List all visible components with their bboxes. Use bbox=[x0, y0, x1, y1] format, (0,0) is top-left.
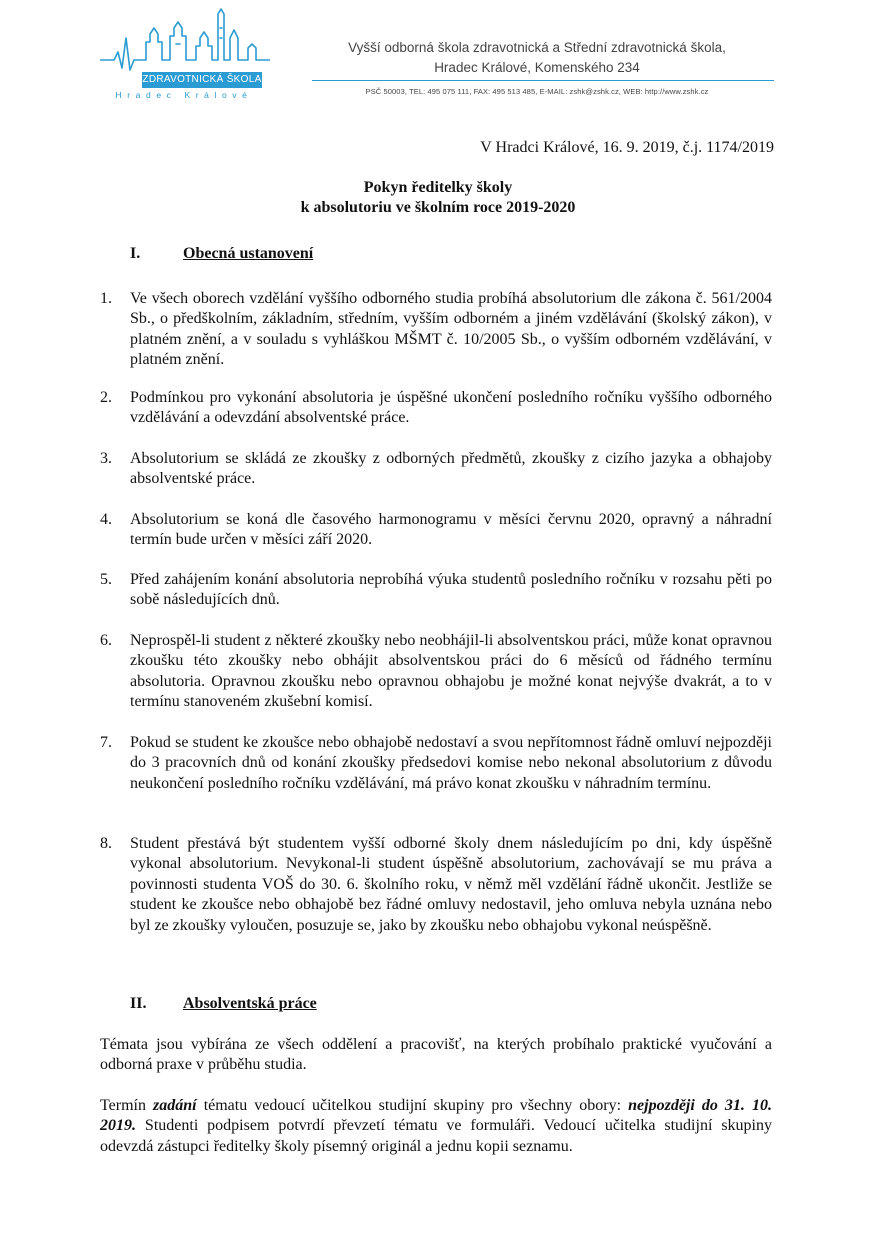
emphasis-assignment: zadání bbox=[153, 1097, 197, 1114]
para-text: Studenti podpisem potvrdí převzetí tématu ve formuláři. Vedoucí učitelka studijní skupiny odevzdá zástupci ředitelky školy písemný originál a jednu kopii seznamu. bbox=[100, 1117, 772, 1155]
section-title: Absolventská práce bbox=[183, 995, 317, 1012]
logo-school-name: ZDRAVOTNICKÁ ŠKOLA bbox=[142, 72, 262, 88]
item-text: Podmínkou pro vykonání absolutoria je úspěšné ukončení posledního ročníku vyššího odborného vzdělávání a odevzdání absolventské práce. bbox=[130, 389, 772, 427]
paragraph-assignment-deadline bbox=[100, 1096, 772, 1157]
item-text: Student přestává být studentem vyšší odborné školy dnem následujícím po dni, kdy úspěšně vykonal absolutorium. Nevykonal-li student úspěšně absolutorium, zachovávají se mu práva a povinnosti studenta VOŠ do 30. 6. školního roku, v němž měl vzdělání řádně ukončit. Jestliže se student ke zkoušce nebo obhajobě bez řádné omluvy nedostavil, jeho omluva nebyla uznána nebo byl ze zkoušky vyloučen, posuzuje se, jako by zkoušku nebo obhajobu vykonal neúspěšně. bbox=[130, 835, 772, 934]
item-number: 5. bbox=[100, 571, 112, 588]
contact-line: PSČ 50003, TEL: 495 075 111, FAX: 495 513 485, E-MAIL: zshk@zshk.cz, WEB: http://www.zshk.cz bbox=[365, 87, 709, 96]
item-text: Neprospěl-li student z některé zkoušky nebo neobhájil-li absolventskou práci, může konat opravnou zkoušku této zkoušky nebo obhájit absolventskou práci do 6 měsíců od řádného termínu absolutoria. Opravnou zkoušku nebo opravnou obhajobu je možné konat nejvýše dvakrát, a to v termínu stanoveném zkušební komisí. bbox=[130, 632, 772, 711]
item-number: 3. bbox=[100, 450, 112, 467]
item-number: 4. bbox=[100, 511, 112, 528]
item-text: Absolutorium se skládá ze zkoušky z odborných předmětů, zkoušky z cizího jazyka a obhajoby absolventské práce. bbox=[130, 450, 772, 488]
item-text: Absolutorium se koná dle časového harmonogramu v měsíci červnu 2020, opravný a náhradní termín bude určen v měsíci září 2020. bbox=[130, 511, 772, 549]
emphasis-deadline: nejpozději do 31. 10. 2019. bbox=[100, 1097, 772, 1135]
school-name-line1: Vyšší odborná škola zdravotnická a Střední zdravotnická škola, bbox=[348, 40, 726, 55]
school-logo bbox=[100, 8, 270, 100]
section-number: I. bbox=[130, 245, 141, 262]
item-number: 7. bbox=[100, 734, 112, 751]
document-subtitle: k absolutoriu ve školním roce 2019-2020 bbox=[300, 199, 576, 216]
section-number: II. bbox=[130, 995, 147, 1012]
item-text: Před zahájením konání absolutoria neprobíhá výuka studentů posledního ročníku v rozsahu pěti po sobě následujících dnů. bbox=[130, 571, 772, 609]
item-number: 1. bbox=[100, 290, 112, 307]
item-number: 6. bbox=[100, 632, 112, 649]
logo-town-name: Hradec Králové bbox=[115, 90, 253, 100]
document-title: Pokyn ředitelky školy bbox=[363, 179, 513, 196]
item-text: Ve všech oborech vzdělání vyššího odborného studia probíhá absolutorium dle zákona č. 561/2004 Sb., o předškolním, základním, středním, vyšším odborném a jiném vzdělávání (školský zákon), v platném znění, a v souladu s vyhláškou MŠMT č. 10/2005 Sb., o vyšším odborném vzdělávání, v platném znění. bbox=[130, 290, 772, 369]
date-and-reference: V Hradci Králové, 16. 9. 2019, č.j. 1174/2019 bbox=[480, 139, 774, 156]
skyline-ecg-icon bbox=[100, 8, 270, 74]
para-text: tématu vedoucí učitelkou studijní skupiny pro všechny obory: bbox=[196, 1097, 629, 1114]
letterhead bbox=[0, 0, 876, 110]
item-text: Pokud se student ke zkoušce nebo obhajobě nedostaví a svou nepřítomnost řádně omluví nejpozději do 3 pracovních dnů od konání zkoušky předsedovi komise nebo nekonal absolutorium z důvodu neukončení posledního ročníku vzdělávání, má právo konat zkoušku v náhradním termínu. bbox=[130, 734, 772, 792]
item-number: 2. bbox=[100, 389, 112, 406]
header-divider bbox=[312, 80, 774, 81]
item-number: 8. bbox=[100, 835, 112, 852]
school-name-line2: Hradec Králové, Komenského 234 bbox=[434, 60, 640, 75]
section-title: Obecná ustanovení bbox=[183, 245, 314, 262]
para-text: Termín bbox=[100, 1097, 154, 1114]
school-name bbox=[312, 38, 762, 78]
paragraph-topics: Témata jsou vybírána ze všech oddělení a pracovišť, na kterých probíhalo praktické vyučování a odborná praxe v průběhu studia. bbox=[100, 1036, 772, 1074]
